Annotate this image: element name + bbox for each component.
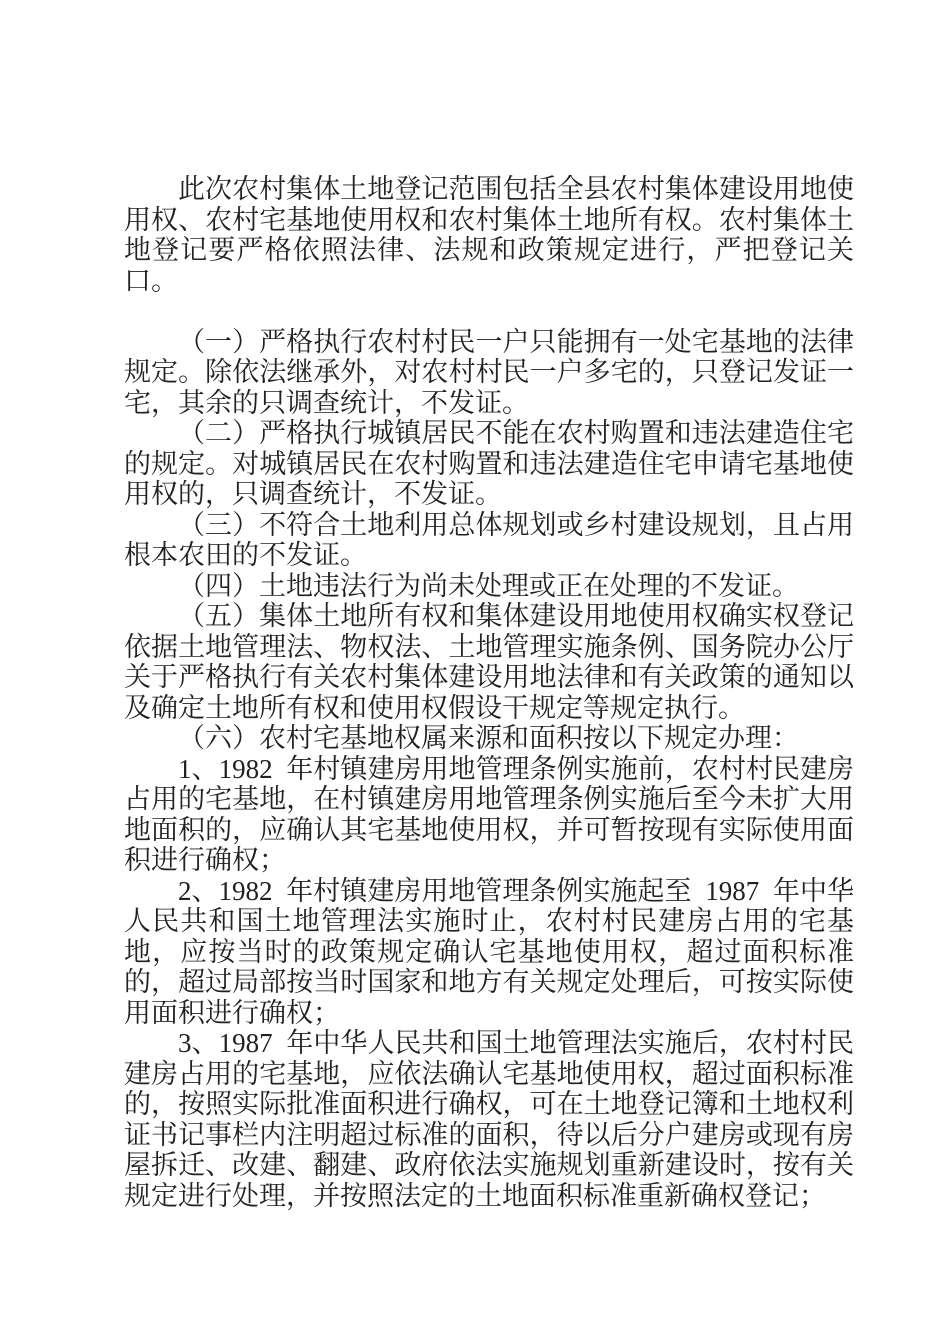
- paragraph-item-1: 1、1982 年村镇建房用地管理条例实施前，农村村民建房占用的宅基地，在村镇建房用地管理条例实施后至今未扩大用地面积的，应确认其宅基地使用权，并可暂按现有实际使用面积进行确权；: [124, 753, 854, 875]
- paragraph-item-2: 2、1982 年村镇建房用地管理条例实施起至 1987 年中华人民共和国土地管理法实施时止，农村村民建房占用的宅基地，应按当时的政策规定确认宅基地使用权，超过面积标准的，超过局部按当时国家和地方有关规定处理后，可按实际使用面积进行确权；: [124, 875, 854, 1028]
- paragraph-rule-3: （三）不符合土地利用总体规划或乡村建设规划，且占用根本农田的不发证。: [124, 509, 854, 570]
- paragraph-rule-4: （四）土地违法行为尚未处理或正在处理的不发证。: [178, 570, 799, 601]
- paragraph-item-3: 3、1987 年中华人民共和国土地管理法实施后，农村村民建房占用的宅基地，应依法确认宅基地使用权，超过面积标准的，按照实际批准面积进行确权，可在土地登记簿和土地权利证书记事栏内注明超过标准的面积，待以后分户建房或现有房屋拆迁、改建、翻建、政府依法实施规划重新建设时，按有关规定进行处理，并按照法定的土地面积标准重新确权登记；: [124, 1028, 854, 1211]
- paragraph-rule-6: （六）农村宅基地权属来源和面积按以下规定办理：: [178, 723, 799, 753]
- paragraph-rule-2: （二）严格执行城镇居民不能在农村购置和违法建造住宅的规定。对城镇居民在农村购置和违法建造住宅申请宅基地使用权的，只调查统计，不发证。: [124, 418, 854, 509]
- paragraph-rule-5: （五）集体土地所有权和集体建设用地使用权确实权登记依据土地管理法、物权法、土地管理实施条例、国务院办公厅关于严格执行有关农村集体建设用地法律和有关政策的通知以及确定土地所有权和使用权假设干规定等规定执行。: [124, 601, 854, 723]
- paragraph-intro: 此次农村集体土地登记范围包括全县农村集体建设用地使用权、农村宅基地使用权和农村集体土地所有权。农村集体土地登记要严格依照法律、法规和政策规定进行，严把登记关口。: [124, 174, 854, 296]
- paragraph-rule-1: （一）严格执行农村村民一户只能拥有一处宅基地的法律规定。除依法继承外，对农村村民一户多宅的，只登记发证一宅，其余的只调查统计，不发证。: [124, 326, 854, 418]
